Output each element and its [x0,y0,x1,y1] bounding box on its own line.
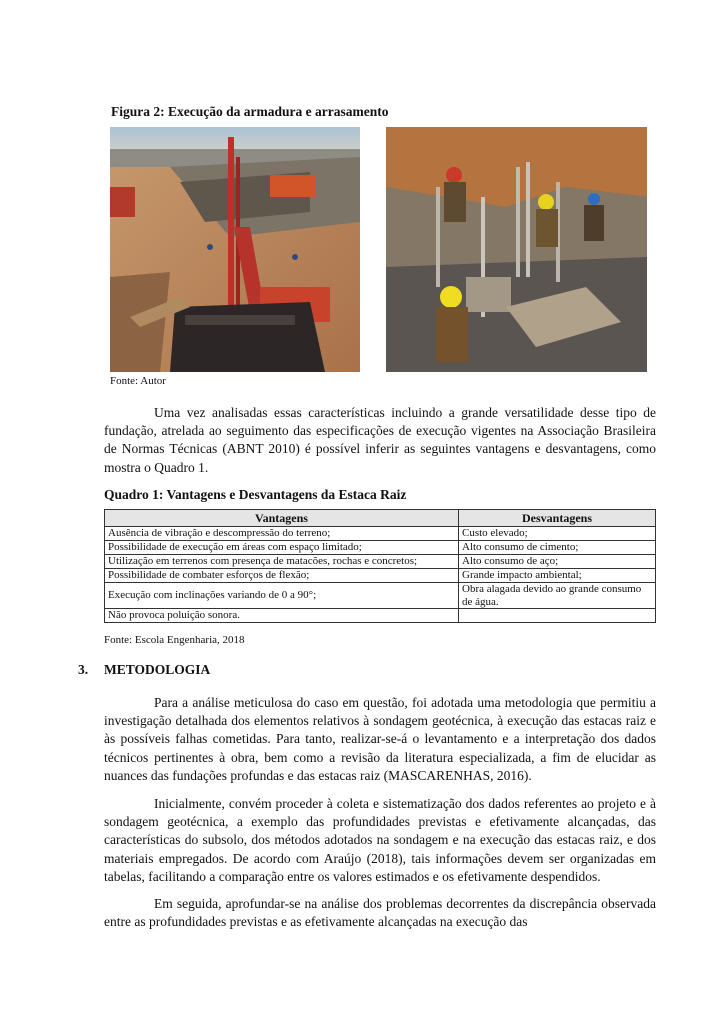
table-row [105,569,656,583]
body-paragraph-2: Inicialmente, convém proceder à coleta e sistematização dos dados referentes ao projeto e à sondagem geotécnica, a exemplo das profundidades previstas e efetivamente alcançadas, das características do subsolo, dos métodos adotados na sondagem e na execução das estacas raiz, e dos materiais empregados. De acordo com Araújo (2018), tais informações devem ser organizadas em tabelas, facilitando a comparação entre os valores estimados e os efetivamente despendidos. [104,796,656,884]
table-cell: Grande impacto ambiental; [459,569,656,583]
quadro-source: Fonte: Escola Engenharia, 2018 [104,634,245,646]
table-row [105,583,656,609]
table-cell: Utilização em terrenos com presença de matacões, rochas e concretos; [105,555,459,569]
table-header-row [105,510,656,527]
body-paragraph-1: Para a análise meticulosa do caso em questão, foi adotada uma metodologia que permitiu a investigação detalhada dos elementos relativos à sondagem geotécnica, à execução das estacas raiz e às possíveis falhas cometidas. Para tanto, realizar-se-á o levantamento e a interpretação dos dados técnicos pertinentes à obra, bem como a revisão da literatura especializada, a fim de elucidar as nuances das fundações profundas e das estacas raiz (MASCARENHAS, 2016). [104,695,656,783]
drilling-rig-photo [110,127,360,372]
table-cell: Ausência de vibração e descompressão do terreno; [105,527,459,541]
header-vantagens: Vantagens [105,510,459,527]
table-cell: Possibilidade de combater esforços de flexão; [105,569,459,583]
table-cell: Possibilidade de execução em áreas com espaço limitado; [105,541,459,555]
table-row [105,555,656,569]
section-number: 3. [78,662,89,677]
table-cell: Alto consumo de cimento; [459,541,656,555]
reinforcement-workers-photo [386,127,647,372]
intro-paragraph: Uma vez analisadas essas características incluindo a grande versatilidade desse tipo de fundação, atrelada ao seguimento das especificações de execução vigentes na Associação Brasileira de Normas Técnicas (ABNT 2010) é possível inferir as seguintes vantagens e desvantagens, como mostra o Quadro 1. [104,405,656,475]
table-cell: Execução com inclinações variando de 0 a 90°; [105,583,459,609]
section-title: METODOLOGIA [104,662,211,677]
advantages-table [104,509,656,623]
table-cell: Alto consumo de aço; [459,555,656,569]
table-cell: Não provoca poluição sonora. [105,609,459,623]
table-cell [459,609,656,623]
figure-title: Figura 2: Execução da armadura e arrasamento [111,104,389,119]
table-cell: Custo elevado; [459,527,656,541]
body-paragraph-3: Em seguida, aprofundar-se na análise dos problemas decorrentes da discrepância observada entre as profundidades previstas e as efetivamente alcançadas na execução das [104,896,656,930]
table-row [105,541,656,555]
figure-source: Fonte: Autor [110,375,166,387]
table-row [105,609,656,623]
table-row [105,527,656,541]
quadro-title: Quadro 1: Vantagens e Desvantagens da Estaca Raiz [104,487,407,502]
header-desvantagens: Desvantagens [459,510,656,527]
table-cell: Obra alagada devido ao grande consumo de água. [459,583,656,609]
